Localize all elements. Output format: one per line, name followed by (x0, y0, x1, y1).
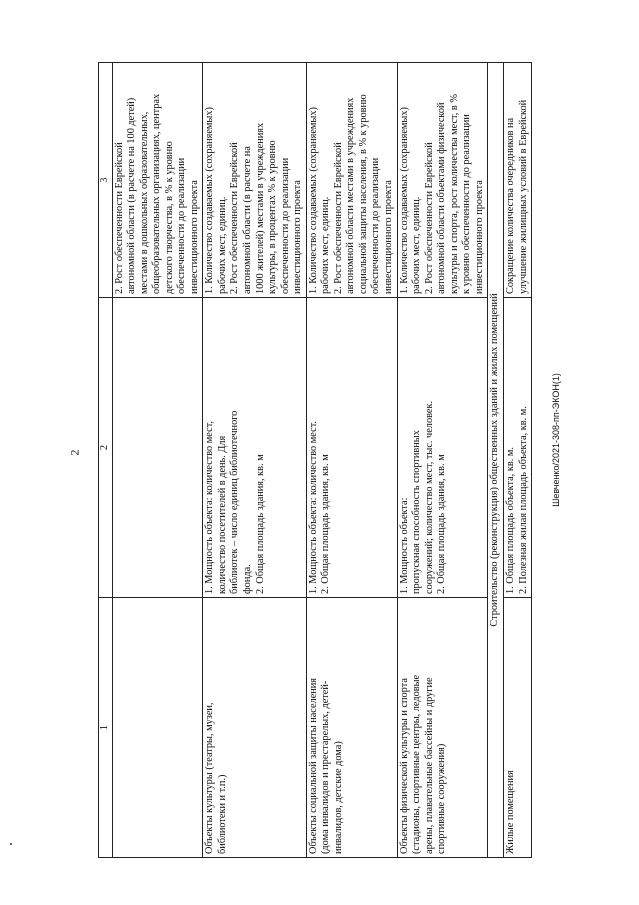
cell-object-type (112, 598, 203, 858)
cell-line: (дома инвалидов и престарелых, детей- (320, 680, 332, 854)
cell-line: автономной области объектами физической (436, 102, 448, 294)
cell-line: социальной защиты населения, в % к уровню (357, 94, 369, 294)
cell-line: 2. Рост обеспеченности Еврейской (332, 142, 344, 294)
cell-line: 1. Мощность объекта: количество мест. (307, 421, 319, 594)
cell-line: количество посетителей в день. Для (216, 435, 228, 594)
cell-line: библиотеки и т.п.) (216, 774, 228, 854)
cell-capacity (397, 298, 488, 598)
header-cell-1: 1 (99, 598, 113, 858)
cell-line: рабочих мест, единиц. (320, 196, 332, 294)
cell-line: 2. Общая площадь здания, кв. м (254, 454, 266, 594)
cell-capacity (503, 298, 531, 598)
cell-line: 2. Рост обеспеченности Еврейской (113, 142, 125, 294)
cell-line: (стадионы, спортивные центры, ледовые (411, 674, 423, 854)
cell-line: 1. Количество создаваемых (сохраняемых) (307, 107, 319, 294)
cell-line: Объекты социальной защиты населения (307, 677, 319, 854)
cell-line: инвестиционного проекта (473, 180, 485, 294)
table-row (203, 63, 306, 858)
cell-indicators (306, 63, 397, 298)
cell-line: 2. Общая площадь здания, кв. м (436, 454, 448, 594)
document-reference: Шевченко/2021-308-пп-ЭКОН(1) (551, 373, 561, 507)
scan-speck (10, 843, 12, 845)
cell-line: инвестиционного проекта (188, 180, 200, 294)
section-title: Строительство (реконструкция) общественных зданий и жилых помещений (488, 63, 504, 858)
rotated-table-wrapper (98, 63, 587, 858)
cell-line: библиотек – число единиц библиотечного (229, 410, 241, 594)
cell-line: 1. Общая площадь объекта, кв. м. (504, 447, 516, 594)
cell-line: 1000 жителей) местами в учреждениях (254, 122, 266, 294)
cell-capacity (306, 298, 397, 598)
cell-line: арены, плавательные бассейны и другие (423, 677, 435, 854)
table-row (112, 63, 203, 858)
cell-line: общеобразовательных организациях, центрах (151, 93, 163, 294)
cell-indicators (397, 63, 488, 298)
cell-line: 2. Рост обеспеченности Еврейской (423, 142, 435, 294)
cell-line: сооружений; количество мест, тыс. человек. (423, 400, 435, 594)
cell-line: обеспеченности до реализации (370, 157, 382, 294)
cell-line: 1. Мощность объекта: количество мест, (204, 421, 216, 594)
cell-line: 1. Мощность объекта: (398, 497, 410, 594)
cell-indicators (203, 63, 306, 298)
cell-indicators (112, 63, 203, 298)
cell-line: Объекты физической культуры и спорта (398, 678, 410, 854)
table-row-housing (503, 63, 531, 858)
cell-line: культуры и спорта, рост количества мест, в % (448, 94, 460, 294)
cell-line: 2. Общая площадь здания, кв. м (320, 454, 332, 594)
cell-line: Объекты культуры (театры, музеи, (204, 702, 216, 854)
table-row (397, 63, 488, 858)
cell-line: 1. Количество создаваемых (сохраняемых) (398, 107, 410, 294)
cell-line: спортивные сооружения) (436, 743, 448, 854)
header-cell-3: 3 (99, 63, 113, 298)
cell-line: детского творчества, в % к уровню (163, 141, 175, 294)
page-number: 2 (67, 449, 82, 456)
cell-line: обеспеченности до реализации (176, 157, 188, 294)
table-row (306, 63, 397, 858)
cell-line: автономной области (в расчете на (242, 146, 254, 294)
cell-line: инвалидов, детские дома) (332, 741, 344, 854)
table-header-row (99, 63, 113, 858)
section-row (488, 63, 504, 858)
cell-line: 1. Количество создаваемых (сохраняемых) (204, 107, 216, 294)
cell-line: инвестиционного проекта (383, 180, 395, 294)
cell-line: 2. Рост обеспеченности Еврейской (229, 142, 241, 294)
cell-line: Жилые помещения (504, 770, 516, 854)
cell-line: местами в дошкольных образовательных, (138, 111, 150, 294)
cell-object-type (397, 598, 488, 858)
cell-line: автономной области (в расчете на 100 детей) (126, 97, 138, 294)
cell-line: Сокращение количества очередников на (504, 117, 516, 294)
cell-line: рабочих мест, единиц. (411, 196, 423, 294)
cell-line: фонда. (242, 564, 254, 594)
cell-line: 2. Полезная жилая площадь объекта, кв. м. (517, 406, 529, 594)
header-cell-2: 2 (99, 298, 113, 598)
cell-object-type (503, 598, 531, 858)
cell-line: рабочих мест, единиц. (216, 196, 228, 294)
cell-line: инвестиционного проекта (292, 180, 304, 294)
cell-line: автономной области местами в учреждениях (345, 97, 357, 294)
cell-line: улучшение жилищных условий в Еврейской (517, 99, 529, 294)
cell-capacity (112, 298, 203, 598)
cell-line: культуры, в процентах % к уровню (267, 140, 279, 294)
cell-line: пропускная способность спортивных (411, 430, 423, 594)
cell-indicators (503, 63, 531, 298)
cell-object-type (203, 598, 306, 858)
cell-capacity (203, 298, 306, 598)
indicators-table (98, 62, 532, 858)
cell-line: к уровню обеспеченности до реализации (461, 114, 473, 294)
cell-object-type (306, 598, 397, 858)
cell-line: обеспеченности до реализации (279, 157, 291, 294)
